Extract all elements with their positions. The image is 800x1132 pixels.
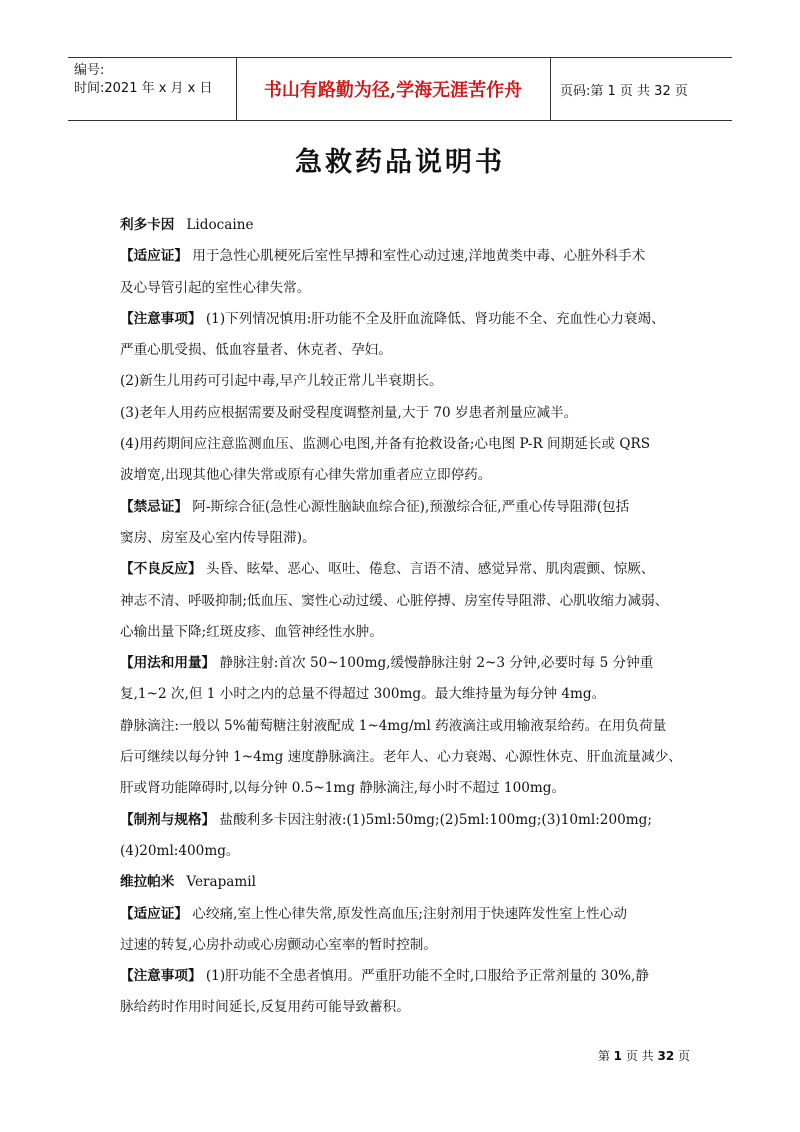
text-line xyxy=(120,961,690,992)
line-text: 窦房、房室及心室内传导阻滞)。 xyxy=(120,529,316,546)
text-line xyxy=(120,742,690,773)
line-text: 静脉注射:首次 50~100mg,缓慢静脉注射 2~3 分钟,必要时每 5 分钟重 xyxy=(215,655,654,672)
line-text: 严重心肌受损、低血容量者、休克者、孕妇。 xyxy=(120,342,392,359)
text-line xyxy=(120,335,690,366)
text-line xyxy=(120,805,690,836)
header-divider xyxy=(550,58,551,120)
text-line xyxy=(120,992,690,1023)
line-text: (4)用药期间应注意监测血压、监测心电图,并备有抢救设备;心电图 P-R 间期延长或 QRS xyxy=(120,436,651,453)
text-line xyxy=(120,930,690,961)
text-line xyxy=(120,273,690,304)
footer-mid: 页 共 xyxy=(622,1049,658,1063)
text-line xyxy=(120,586,690,617)
line-text: 头昏、眩晕、恶心、呕吐、倦怠、言语不清、感觉异常、肌肉震颤、惊厥、 xyxy=(201,561,655,578)
line-text: 心绞痛,室上性心律失常,原发性高血压;注射剂用于快速阵发性室上性心动 xyxy=(187,905,627,922)
line-text: (1)下列情况慎用:肝功能不全及肝血流降低、肾功能不全、充血性心力衰竭、 xyxy=(201,310,665,327)
header-page-info: 页码:第 1 页 共 32 页 xyxy=(560,83,688,99)
text-line xyxy=(120,429,690,460)
text-line xyxy=(120,554,690,585)
section-label: 【注意事项】 xyxy=(120,310,202,327)
footer-total-pages: 32 xyxy=(657,1049,675,1063)
text-line xyxy=(120,523,690,554)
time-label: 时间:2021 年 x 月 x 日 xyxy=(74,81,213,96)
section-label: 【适应证】 xyxy=(120,248,188,265)
line-text: 心输出量下降;红斑皮疹、血管神经性水肿。 xyxy=(120,623,383,640)
text-line xyxy=(120,648,690,679)
header-meta xyxy=(74,58,240,120)
section-label: 【禁忌证】 xyxy=(120,498,188,515)
line-text: 复,1~2 次,但 1 小时之内的总量不得超过 300mg。最大维持量为每分钟 4mg。 xyxy=(120,686,606,703)
line-text: 盐酸利多卡因注射液:(1)5ml:50mg;(2)5ml:100mg;(3)10ml:200mg; xyxy=(215,811,652,828)
footer-prefix: 第 xyxy=(597,1049,614,1063)
drug-name-en: Lidocaine xyxy=(186,217,254,233)
line-text: 脉给药时作用时间延长,反复用药可能导致蓄积。 xyxy=(120,999,410,1016)
line-text: (4)20ml:400mg。 xyxy=(120,842,240,859)
page-header xyxy=(68,57,732,121)
text-line xyxy=(120,617,690,648)
drug-heading xyxy=(120,867,690,898)
page-footer xyxy=(598,1047,690,1064)
document-body xyxy=(120,210,690,1024)
drug-name-cn: 利多卡因 xyxy=(120,217,175,233)
text-line xyxy=(120,460,690,491)
line-text: 波增宽,出现其他心律失常或原有心律失常加重者应立即停药。 xyxy=(120,467,492,484)
line-text: 用于急性心肌梗死后室性早搏和室性心动过速,洋地黄类中毒、心脏外科手术 xyxy=(187,248,646,265)
line-text: 肝或肾功能障碍时,以每分钟 0.5~1mg 静脉滴注,每小时不超过 100mg。 xyxy=(120,780,566,797)
text-line xyxy=(120,679,690,710)
line-text: 过速的转复,心房扑动或心房颤动心室率的暂时控制。 xyxy=(120,936,437,953)
text-line xyxy=(120,492,690,523)
line-text: 神志不清、呼吸抑制;低血压、窦性心动过缓、心脏停搏、房室传导阻滞、心肌收缩力减弱、 xyxy=(120,592,669,609)
text-line xyxy=(120,711,690,742)
line-text: 后可继续以每分钟 1~4mg 速度静脉滴注。老年人、心力衰竭、心源性休克、肝血流量减少、 xyxy=(120,749,682,766)
line-text: (2)新生儿用药可引起中毒,早产儿较正常儿半衰期长。 xyxy=(120,373,443,390)
line-text: 阿-斯综合征(急性心源性脑缺血综合征),预激综合征,严重心传导阻滞(包括 xyxy=(187,498,630,515)
text-line xyxy=(120,241,690,272)
text-line xyxy=(120,398,690,429)
section-label: 【注意事项】 xyxy=(120,968,202,985)
code-label: 编号: xyxy=(74,63,105,78)
text-line xyxy=(120,304,690,335)
text-line xyxy=(120,836,690,867)
text-line xyxy=(120,899,690,930)
section-label: 【用法和用量】 xyxy=(120,655,216,672)
drug-name-cn: 维拉帕米 xyxy=(120,874,175,891)
text-line xyxy=(120,366,690,397)
section-label: 【制剂与规格】 xyxy=(120,811,216,828)
drug-name-en: Verapamil xyxy=(186,874,256,891)
section-label: 【不良反应】 xyxy=(120,561,202,578)
header-motto: 书山有路勤为径,学海无涯苦作舟 xyxy=(263,80,523,101)
section-label: 【适应证】 xyxy=(120,905,188,922)
line-text: 及心导管引起的室性心律失常。 xyxy=(120,279,311,296)
page-title: 急救药品说明书 xyxy=(295,147,505,178)
drug-heading xyxy=(120,210,690,241)
footer-suffix: 页 xyxy=(674,1049,690,1063)
line-text: 静脉滴注:一般以 5%葡萄糖注射液配成 1~4mg/ml 药液滴注或用输液泵给药。在用负荷量 xyxy=(120,717,667,734)
text-line xyxy=(120,773,690,804)
line-text: (3)老年人用药应根据需要及耐受程度调整剂量,大于 70 岁患者剂量应减半。 xyxy=(120,404,578,421)
footer-page-number: 1 xyxy=(613,1049,623,1063)
line-text: (1)肝功能不全患者慎用。严重肝功能不全时,口服给予正常剂量的 30%,静 xyxy=(201,968,649,985)
